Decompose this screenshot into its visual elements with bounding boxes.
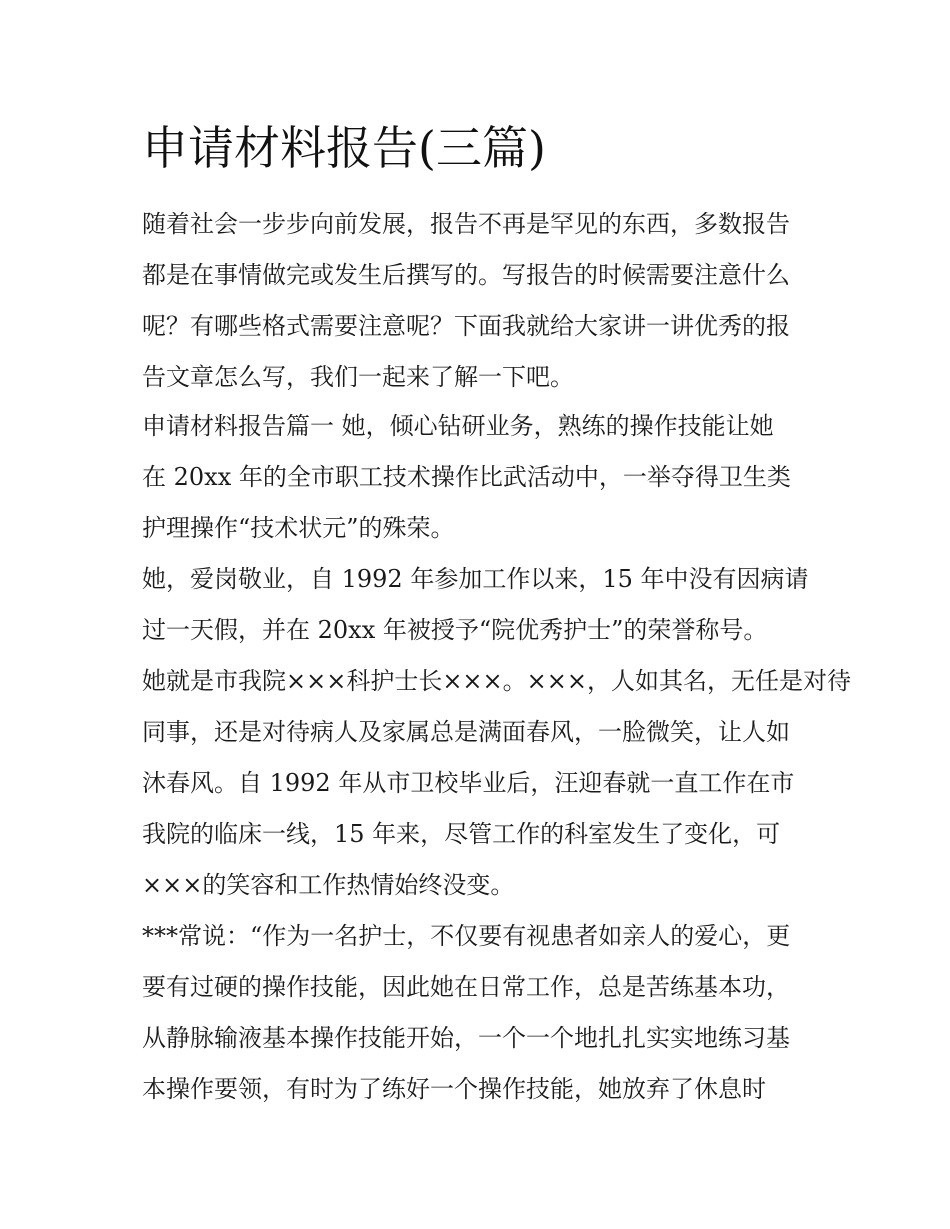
- body-line: 过一天假，并在 20xx 年被授予“院优秀护士”的荣誉称号。: [142, 616, 768, 644]
- body-line: 她，爱岗敬业，自 1992 年参加工作以来，15 年中没有因病请: [142, 565, 809, 593]
- body-line: 要有过硬的操作技能，因此她在日常工作，总是苦练基本功，: [142, 973, 790, 1001]
- body-line: 我院的临床一线，15 年来，尽管工作的科室发生了变化，可: [142, 820, 781, 848]
- body-line: 随着社会一步步向前发展，报告不再是罕见的东西，多数报告: [142, 210, 790, 238]
- body-line: 申请材料报告篇一 她，倾心钻研业务，熟练的操作技能让她: [142, 412, 774, 440]
- body-line: 同事，还是对待病人及家属总是满面春风，一脸微笑，让人如: [142, 718, 790, 746]
- body-line: 呢？有哪些格式需要注意呢？下面我就给大家讲一讲优秀的报: [142, 312, 790, 340]
- body-line: 从静脉输液基本操作技能开始，一个一个地扎扎实实地练习基: [142, 1024, 790, 1052]
- document-title: 申请材料报告(三篇): [142, 121, 546, 175]
- body-line: 在 20xx 年的全市职工技术操作比武活动中，一举夺得卫生类: [142, 463, 791, 491]
- body-line: ***常说：“作为一名护士，不仅要有视患者如亲人的爱心，更: [142, 922, 791, 950]
- body-line: ×××的笑容和工作热情始终没变。: [142, 871, 515, 899]
- body-line: 告文章怎么写，我们一起来了解一下吧。: [142, 363, 574, 391]
- body-line: 她就是市我院×××科护士长×××。×××，人如其名，无任是对待: [142, 667, 851, 695]
- body-line: 本操作要领，有时为了练好一个操作技能，她放弃了休息时: [142, 1075, 766, 1103]
- body-line: 沐春风。自 1992 年从市卫校毕业后，汪迎春就一直工作在市: [142, 769, 795, 797]
- body-line: 都是在事情做完或发生后撰写的。写报告的时候需要注意什么: [142, 261, 790, 289]
- body-line: 护理操作“技术状元”的殊荣。: [142, 514, 455, 542]
